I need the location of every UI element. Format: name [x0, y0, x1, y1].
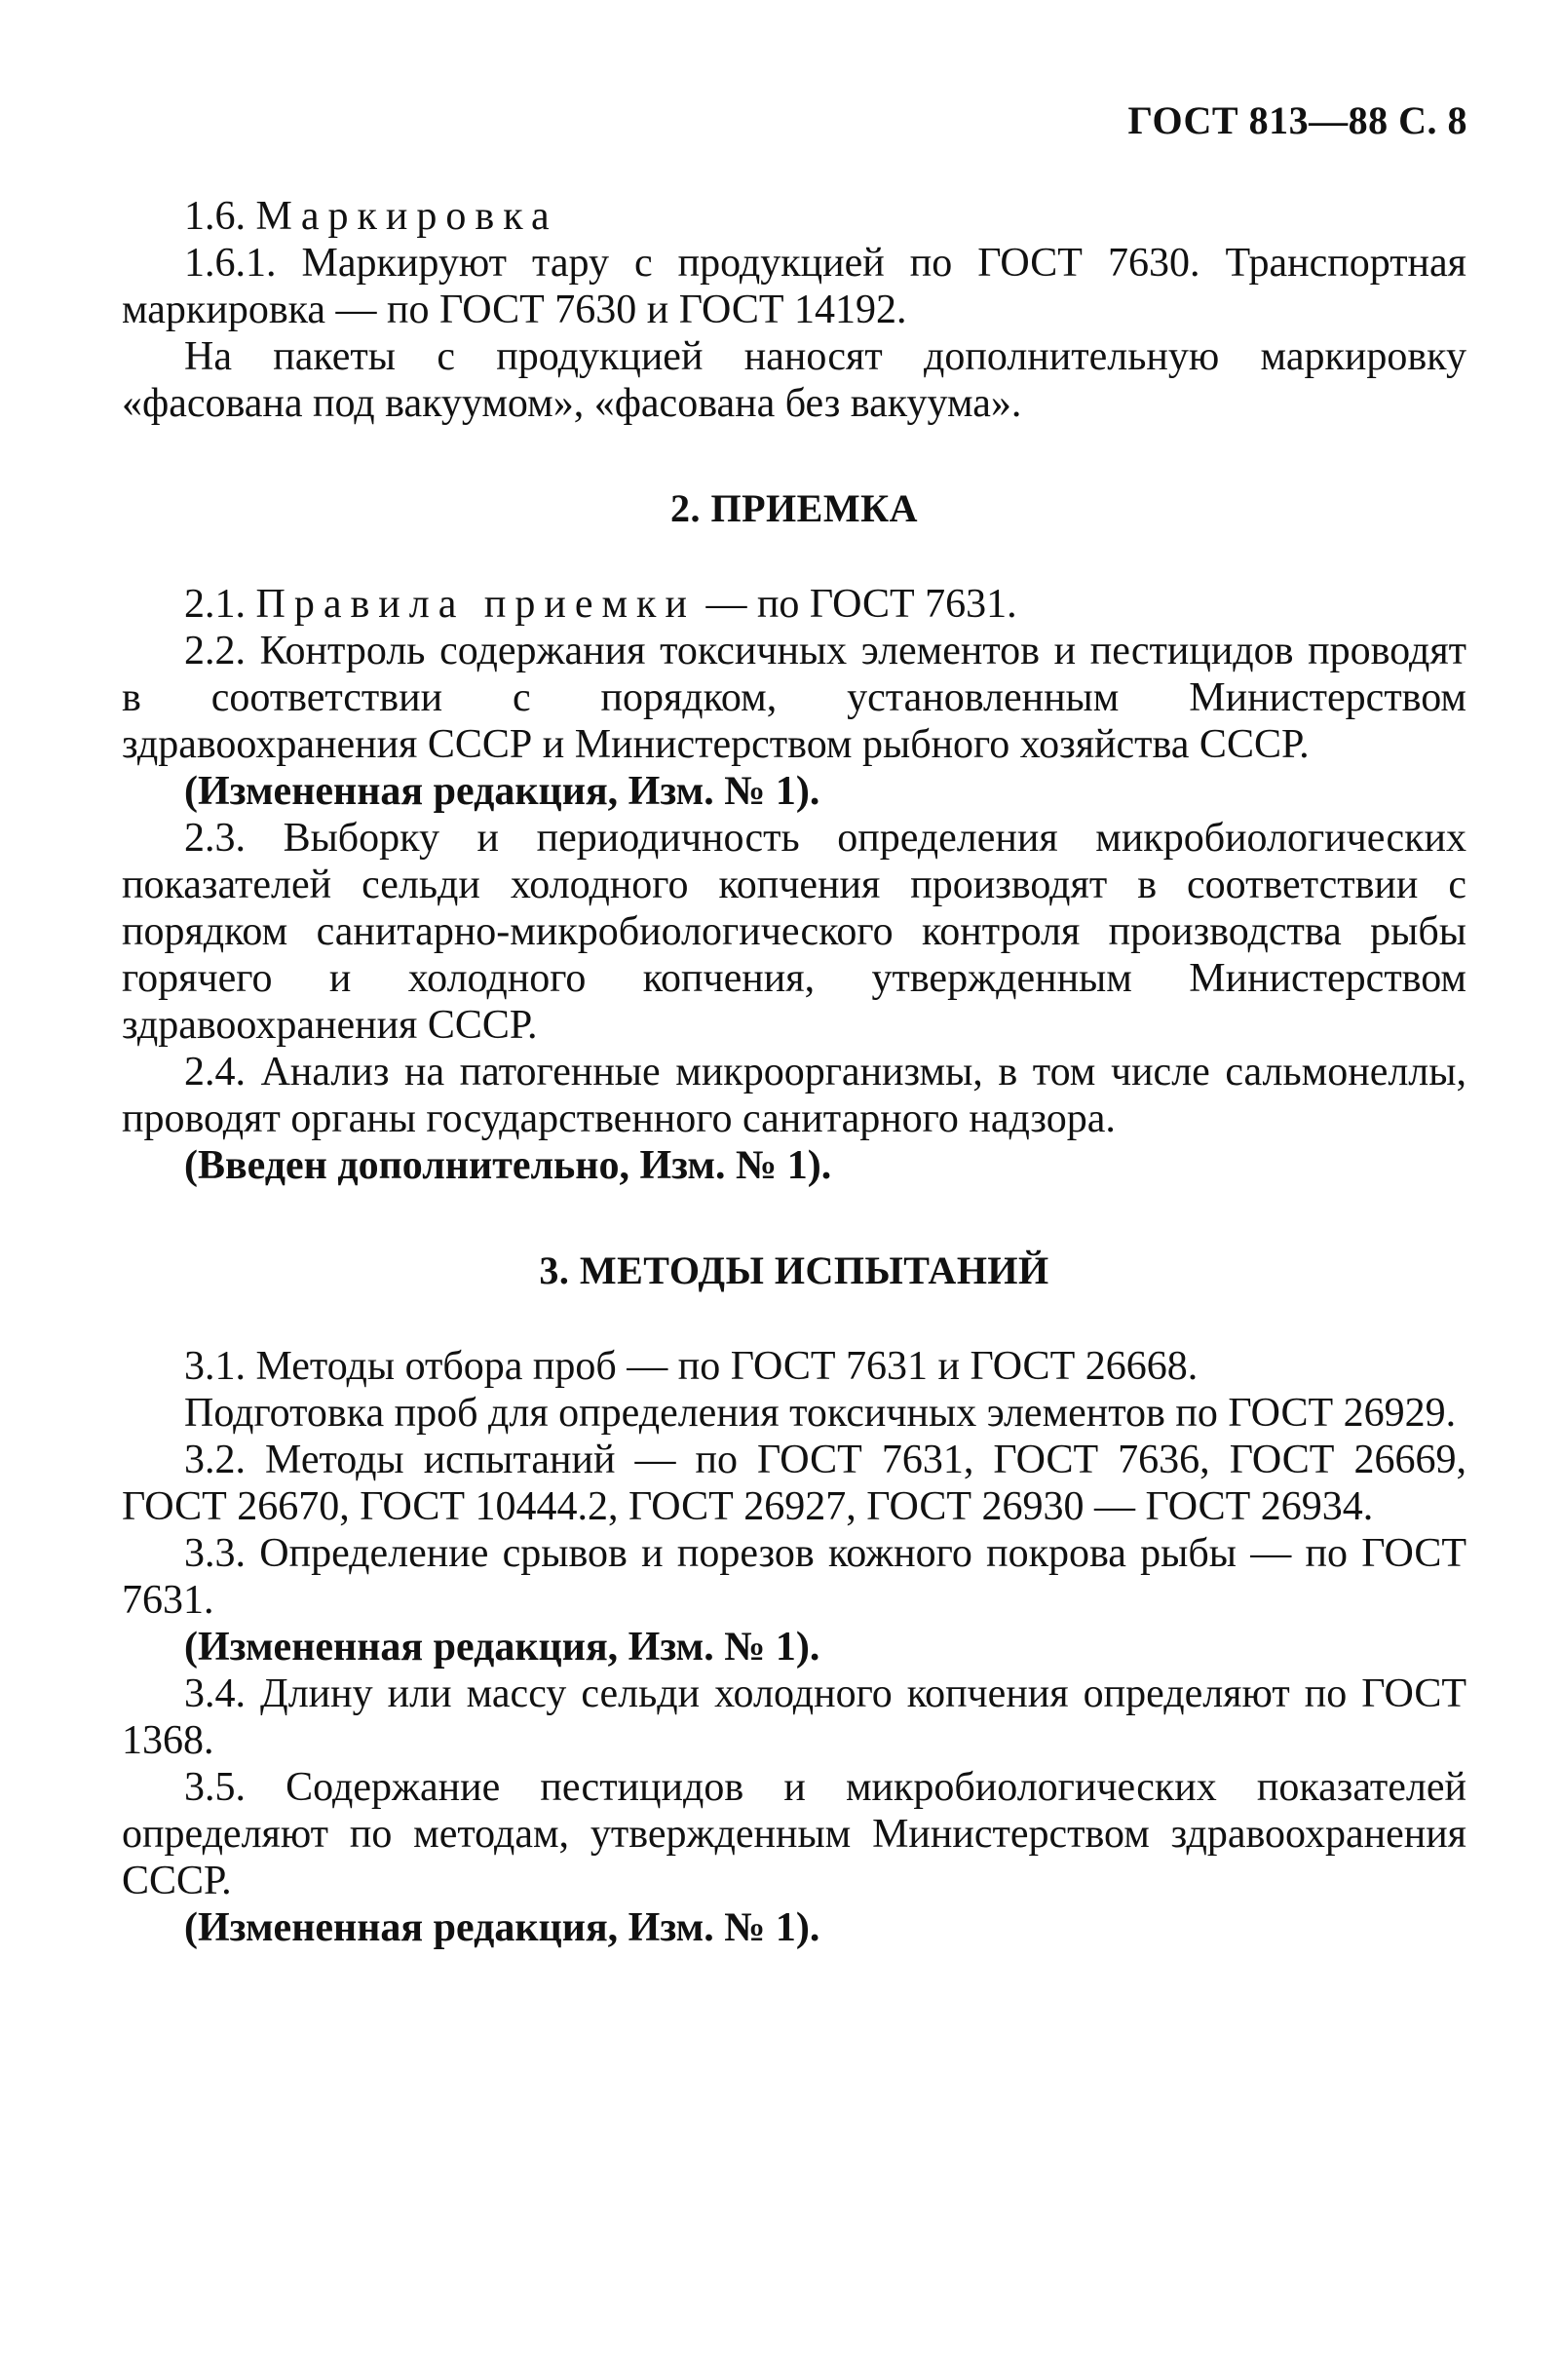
paragraph-3-1-continued: Подготовка проб для определения токсичных элементов по ГОСТ 26929. [184, 1391, 1457, 1436]
subsection-1-6-heading [122, 193, 1466, 240]
paragraph-2-4: 2.4. Анализ на патогенные микроорганизмы, в том числе сальмонеллы, проводят органы государственного санитарного надзора. [122, 1050, 1466, 1141]
amendment-note: (Введен дополнительно, Изм. № 1). [184, 1143, 832, 1188]
amendment-note: (Измененная редакция, Изм. № 1). [184, 1625, 820, 1670]
paragraph-3-1: 3.1. Методы отбора проб — по ГОСТ 7631 и ГОСТ 26668. [184, 1344, 1199, 1389]
paragraph-2-3: 2.3. Выборку и периодичность определения микробиологических показателей сельди холодного копчения производят в соответствии с порядком санитарно-микробиологического контроля производства рыбы горячего и холодного копчения, утвержденным Министерством здравоохранения СССР. [122, 816, 1466, 1048]
paragraph-1-6-1: 1.6.1. Маркируют тару с продукцией по ГОСТ 7630. Транспортная маркировка — по ГОСТ 7630 и ГОСТ 14192. [122, 241, 1466, 332]
amendment-note: (Измененная редакция, Изм. № 1). [184, 1905, 820, 1950]
section-2-title: 2. ПРИЕМКА [670, 486, 918, 530]
page-header: ГОСТ 813—88 С. 8 [1127, 98, 1467, 142]
subsection-title: Правила приемки [255, 582, 696, 627]
subsection-number: 1.6. [184, 194, 246, 239]
amendment-note: (Измененная редакция, Изм. № 1). [184, 769, 820, 814]
section-3-title: 3. МЕТОДЫ ИСПЫТАНИЙ [539, 1248, 1049, 1292]
paragraph-3-4: 3.4. Длину или массу сельди холодного копчения определяют по ГОСТ 1368. [122, 1671, 1466, 1763]
subsection-title: Маркировка [255, 194, 558, 239]
subsection-number: 2.1. [184, 582, 246, 627]
paragraph-2-2: 2.2. Контроль содержания токсичных элементов и пестицидов проводят в соответствии с порядком, установленным Министерством здравоохранения СССР и Министерством рыбного хозяйства СССР. [122, 629, 1466, 767]
paragraph-3-3: 3.3. Определение срывов и порезов кожного покрова рыбы — по ГОСТ 7631. [122, 1531, 1466, 1623]
document-body [122, 193, 1466, 1951]
paragraph-text: — по ГОСТ 7631. [705, 582, 1017, 627]
paragraph-3-2: 3.2. Методы испытаний — по ГОСТ 7631, ГОСТ 7636, ГОСТ 26669, ГОСТ 26670, ГОСТ 10444.2, ГОСТ 26927, ГОСТ 26930 — ГОСТ 26934. [122, 1438, 1466, 1529]
paragraph-3-5: 3.5. Содержание пестицидов и микробиологических показателей определяют по методам, утвержденным Министерством здравоохранения СССР. [122, 1765, 1466, 1903]
paragraph-2-1 [122, 581, 1466, 628]
paragraph-1-6-1-continued: На пакеты с продукцией наносят дополнительную маркировку «фасована под вакуумом», «фасована без вакуума». [122, 334, 1466, 426]
